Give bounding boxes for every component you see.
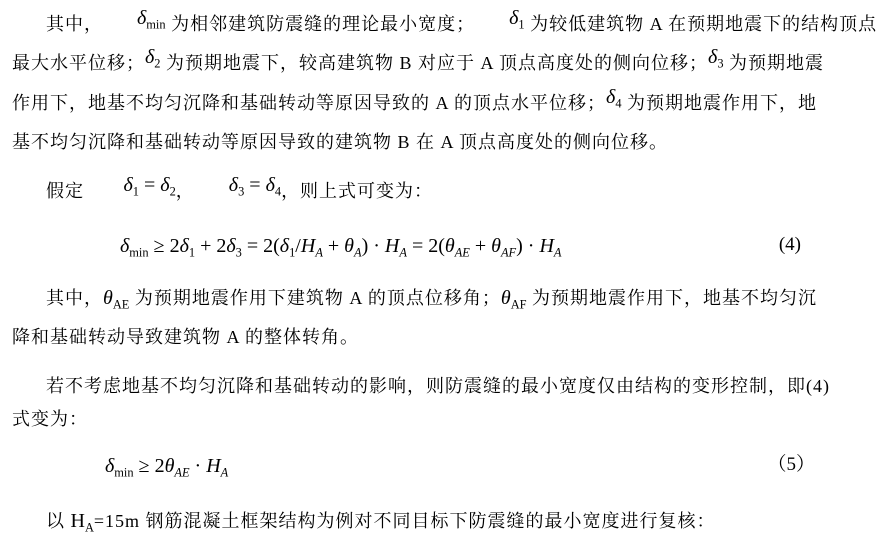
text-run: ，则上式可变为： — [281, 180, 434, 201]
text-run: 为预期地震作用下，地 — [621, 92, 818, 113]
math-token: + — [200, 235, 212, 258]
math-token: $\delta_3$ — [228, 173, 245, 199]
math-run — [103, 287, 129, 309]
equation-5 — [12, 442, 841, 495]
text-run: 为预期地震下，较高建筑物 B 对应于 A 顶点高度处的侧向位移； — [160, 53, 709, 74]
math-run — [501, 287, 527, 309]
math-token: $\theta_{AE}$ — [103, 286, 130, 311]
text-line — [12, 126, 841, 159]
text-line — [12, 282, 841, 321]
math-token: = — [249, 173, 261, 196]
text-line — [12, 321, 841, 354]
math-token: $H_A$ — [70, 510, 94, 535]
math-token: $\delta_1$ — [509, 7, 525, 32]
math-token: $\delta_4$ — [265, 173, 282, 199]
text-run: 若不考虑地基不均匀沉降和基础转动的影响，则防震缝的最小宽度仅由结构的变形控制，即(4) — [46, 375, 830, 396]
text-run: 为较低建筑物 A 在预期地震下的结构顶点 — [524, 14, 877, 34]
paragraph-theta-definitions — [12, 282, 841, 354]
math-run — [145, 41, 161, 80]
math-token: $\theta_{AE}$ — [164, 454, 190, 480]
math-token: ) — [516, 235, 523, 258]
math-token: 2 — [169, 235, 180, 258]
math-token: $H_A$ — [384, 235, 407, 260]
math-token: $\theta_{AE}$ — [444, 235, 470, 260]
math-token: $\delta_1$ — [179, 235, 196, 260]
text-run: 为预期地震作用下建筑物 A 的顶点位移角； — [129, 287, 501, 308]
math-token: 2 — [154, 454, 165, 477]
math-token: / — [295, 235, 301, 258]
math-token: $\theta_A$ — [344, 235, 362, 260]
math-token: = — [246, 235, 259, 258]
math-token: $\delta_1$ — [123, 173, 139, 199]
math-token: $\delta_{min}$ — [105, 454, 134, 480]
math-token: $\theta_{AF}$ — [500, 286, 527, 311]
math-token: + — [327, 235, 340, 258]
text-run: ， — [175, 180, 195, 201]
math-token: + — [474, 235, 487, 258]
math-token: $\delta_{min}$ — [120, 235, 149, 260]
math-token: $\delta_1$ — [279, 235, 296, 260]
text-line — [12, 87, 841, 126]
math-token: 2 — [216, 235, 227, 258]
paragraph-assumption — [12, 175, 841, 214]
math-token: $H_A$ — [300, 235, 323, 260]
text-run: 以 — [46, 511, 71, 532]
text-run: 基不均匀沉降和基础转动等原因导致的建筑物 B 在 A 顶点高度处的侧向位移。 — [12, 131, 669, 152]
equation-number: （5） — [767, 453, 815, 475]
text-run: 最大水平位移； — [12, 53, 145, 74]
math-token: = — [411, 235, 424, 258]
math-run — [708, 41, 724, 80]
math-run — [103, 2, 166, 41]
paragraph-simplification — [12, 370, 841, 436]
math-token: $\delta_2$ — [145, 46, 161, 71]
text-run: 式变为： — [12, 408, 88, 429]
math-token: 2( — [263, 235, 280, 258]
math-run — [105, 454, 229, 480]
equation-5-body — [105, 452, 229, 480]
equation-number: (4) — [778, 234, 801, 256]
text-line — [12, 370, 841, 403]
math-token: ) — [361, 235, 369, 258]
math-run — [475, 2, 525, 41]
math-run — [90, 169, 176, 208]
math-run — [195, 169, 281, 208]
paragraph-example-intro — [12, 505, 841, 544]
math-token: $\delta_{min}$ — [137, 7, 166, 32]
math-token: ≥ — [138, 454, 150, 477]
text-run: 为预期地震 — [723, 53, 825, 74]
math-token: $\delta_4$ — [606, 85, 622, 110]
equation-4-body — [120, 232, 562, 260]
text-run: 降和基础转动导致建筑物 A 的整体转角。 — [12, 326, 360, 347]
math-run — [120, 235, 562, 260]
math-run — [70, 510, 94, 535]
text-run: 假定 — [46, 180, 90, 201]
math-token: $\theta_{AF}$ — [491, 235, 517, 260]
text-run: 为预期地震作用下，地基不均匀沉 — [526, 287, 818, 308]
math-token: · — [527, 235, 535, 258]
equation-4 — [12, 222, 841, 275]
text-line — [12, 403, 841, 436]
text-run: =15m 钢筋混凝土框架结构为例对不同目标下防震缝的最小宽度进行复核： — [93, 511, 716, 532]
math-token: $\delta_2$ — [160, 173, 176, 199]
math-token: = — [144, 173, 156, 196]
text-run: 为相邻建筑防震缝的理论最小宽度； — [165, 14, 476, 34]
math-token: · — [373, 235, 380, 258]
math-token: · — [194, 454, 202, 477]
math-token: $H_A$ — [539, 235, 562, 260]
text-line — [12, 47, 841, 86]
text-run: 其中， — [46, 287, 103, 308]
math-token: $\delta_3$ — [226, 235, 242, 260]
math-token: $H_A$ — [206, 454, 229, 480]
paragraph-symbol-definitions — [12, 7, 877, 159]
math-run — [606, 81, 622, 120]
math-token: ≥ — [153, 235, 165, 258]
text-run: 作用下，地基不均匀沉降和基础转动等原因导致的 A 的顶点水平位移； — [12, 92, 607, 113]
text-run: 其中， — [46, 14, 103, 34]
math-token: $\delta_3$ — [708, 46, 724, 71]
math-token: 2( — [428, 235, 445, 258]
